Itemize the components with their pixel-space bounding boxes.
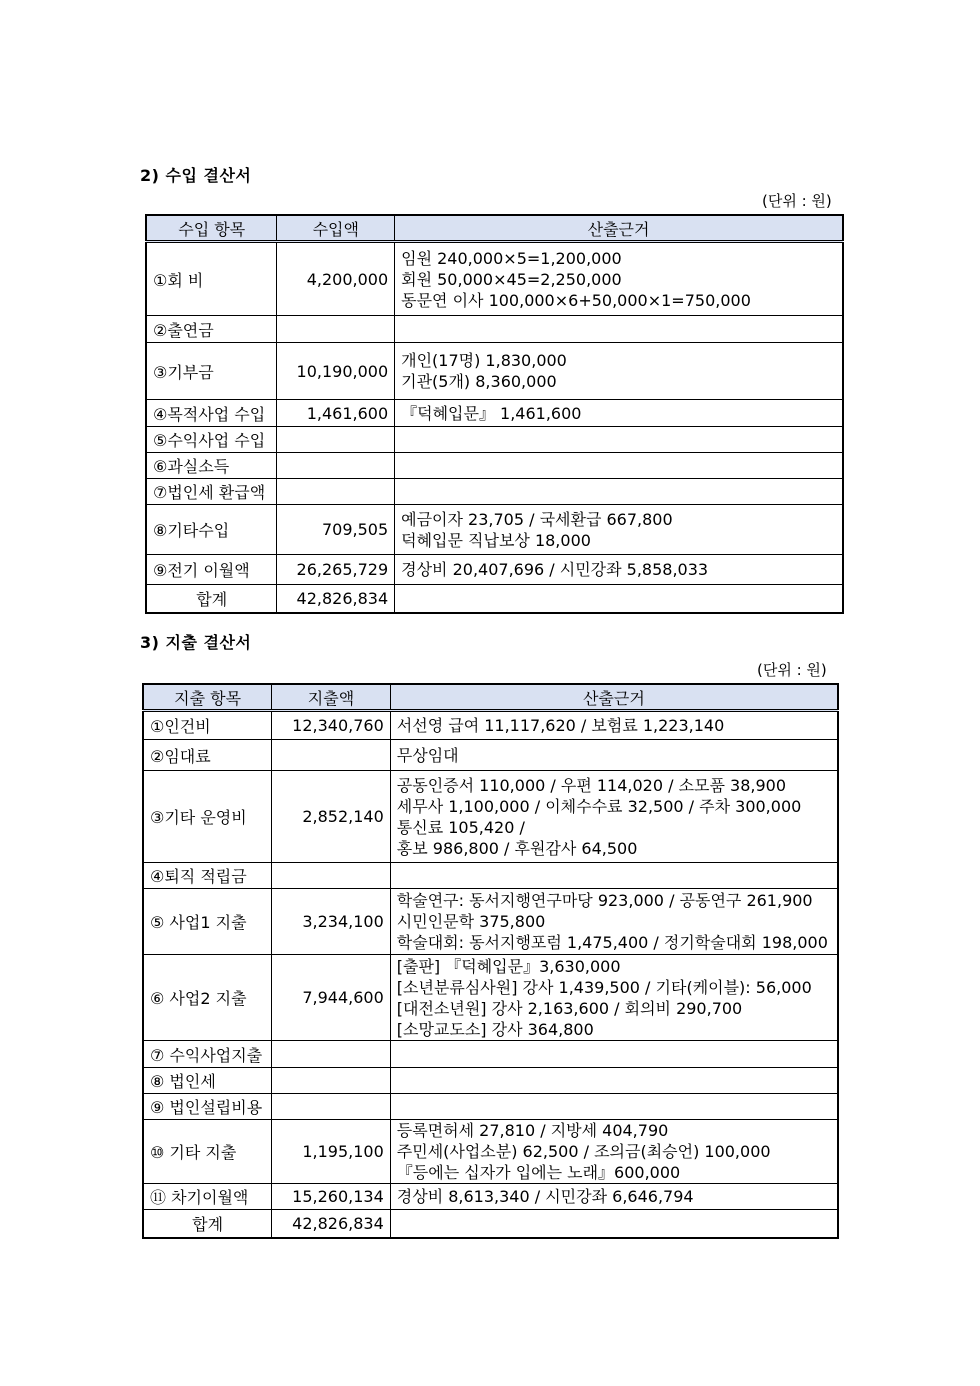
row-item-label: ③기부금 — [146, 343, 277, 400]
header-basis: 산출근거 — [395, 215, 843, 242]
basis-line: 시민인문학 375,800 — [396, 912, 546, 931]
table-row — [143, 740, 838, 771]
row-item-label: ⑨ 법인설립비용 — [143, 1094, 272, 1120]
row-amount: 10,190,000 — [277, 343, 395, 400]
basis-line: [출판] 『덕혜입문』3,630,000 — [396, 956, 621, 976]
basis-line: [소망교도소] 강사 364,800 — [396, 1019, 594, 1039]
income-section-title: 2) 수입 결산서 — [140, 166, 252, 185]
row-amount: 3,234,100 — [272, 889, 391, 955]
table-header-row — [143, 684, 838, 711]
row-amount — [277, 479, 395, 505]
table-row — [143, 1068, 838, 1094]
row-basis — [390, 1068, 838, 1094]
row-basis — [390, 1184, 838, 1210]
basis-line: 동문연 이사 100,000×6+50,000×1=750,000 — [401, 290, 751, 310]
table-row — [143, 1041, 838, 1068]
table-row — [146, 427, 843, 453]
row-item-label: ⑥ 사업2 지출 — [143, 955, 272, 1041]
row-basis — [395, 316, 843, 343]
row-item-label: ⑧ 법인세 — [143, 1068, 272, 1094]
row-basis — [390, 863, 838, 889]
income-unit-label: (단위 : 원) — [762, 192, 832, 210]
row-amount — [272, 1094, 391, 1120]
table-row — [143, 1184, 838, 1210]
basis-line: 공동인증서 110,000 / 우편 114,020 / 소모품 38,900 — [396, 775, 787, 795]
total-row — [146, 585, 843, 613]
total-amount: 42,826,834 — [277, 585, 395, 613]
total-row — [143, 1210, 838, 1238]
basis-line: [소년분류심사원] 강사 1,439,500 / 기타(케이블): 56,000 — [396, 977, 812, 997]
row-basis — [395, 555, 843, 585]
row-basis — [390, 889, 838, 955]
basis-line: 『등에는 십자가 입에는 노래』600,000 — [396, 1163, 681, 1182]
expense-section-title: 3) 지출 결산서 — [140, 633, 252, 652]
row-amount: 1,195,100 — [272, 1120, 391, 1184]
income-statement-table — [145, 214, 844, 614]
basis-line: 개인(17명) 1,830,000 — [401, 351, 567, 370]
header-amount: 수입액 — [277, 215, 395, 242]
basis-line: 덕혜입문 직납보상 18,000 — [401, 530, 591, 550]
row-item-label: ⑤ 사업1 지출 — [143, 889, 272, 955]
total-amount: 42,826,834 — [272, 1210, 391, 1238]
basis-line: 학술연구: 동서지행연구마당 923,000 / 공동연구 261,900 — [396, 891, 813, 910]
basis-line: 주민세(사업소분) 62,500 / 조의금(최승언) 100,000 — [396, 1142, 771, 1161]
basis-line: [대전소년원] 강사 2,163,600 / 회의비 290,700 — [396, 998, 743, 1018]
row-basis — [395, 242, 843, 316]
row-item-label: ②임대료 — [143, 740, 272, 771]
basis-line: 세무사 1,100,000 / 이체수수료 32,500 / 주차 300,000 — [396, 796, 802, 816]
row-item-label: ⑪ 차기이월액 — [143, 1184, 272, 1210]
basis-line: 기관(5개) 8,360,000 — [401, 372, 557, 391]
row-basis — [395, 427, 843, 453]
row-item-label: ④목적사업 수입 — [146, 400, 277, 427]
row-item-label: ⑨전기 이월액 — [146, 555, 277, 585]
table-row — [143, 889, 838, 955]
row-basis — [395, 343, 843, 400]
table-row — [146, 555, 843, 585]
row-amount — [272, 1041, 391, 1068]
table-row — [143, 1094, 838, 1120]
row-basis — [390, 771, 838, 863]
table-row — [146, 242, 843, 316]
basis-line: 예금이자 23,705 / 국세환급 667,800 — [401, 509, 673, 529]
table-row — [146, 453, 843, 479]
row-item-label: ①인건비 — [143, 711, 272, 740]
row-item-label: ⑥과실소득 — [146, 453, 277, 479]
row-amount: 26,265,729 — [277, 555, 395, 585]
row-item-label: ⑧기타수입 — [146, 505, 277, 555]
table-row — [143, 711, 838, 740]
header-amount: 지출액 — [272, 684, 391, 711]
row-amount — [277, 316, 395, 343]
income-table-body — [146, 242, 843, 613]
row-item-label: ⑤수익사업 수입 — [146, 427, 277, 453]
total-label: 합계 — [146, 585, 277, 613]
row-amount — [272, 740, 391, 771]
row-basis — [395, 479, 843, 505]
total-label: 합계 — [143, 1210, 272, 1238]
basis-line: 통신료 105,420 / — [396, 817, 525, 837]
row-basis — [390, 1041, 838, 1068]
total-basis-empty — [390, 1210, 838, 1238]
basis-line: 등록면허세 27,810 / 지방세 404,790 — [396, 1121, 669, 1140]
table-row — [146, 343, 843, 400]
row-basis — [390, 1120, 838, 1184]
header-basis: 산출근거 — [390, 684, 838, 711]
table-header-row — [146, 215, 843, 242]
row-item-label: ⑩ 기타 지출 — [143, 1120, 272, 1184]
row-amount: 1,461,600 — [277, 400, 395, 427]
row-basis — [390, 955, 838, 1041]
basis-line: 무상임대 — [396, 745, 459, 765]
row-amount: 7,944,600 — [272, 955, 391, 1041]
row-amount: 2,852,140 — [272, 771, 391, 863]
row-amount — [277, 427, 395, 453]
row-item-label: ①회 비 — [146, 242, 277, 316]
table-row — [146, 400, 843, 427]
table-row — [143, 955, 838, 1041]
header-item: 수입 항목 — [146, 215, 277, 242]
row-amount — [272, 1068, 391, 1094]
row-item-label: ⑦ 수익사업지출 — [143, 1041, 272, 1068]
expense-unit-label: (단위 : 원) — [757, 661, 827, 679]
table-row — [143, 771, 838, 863]
row-amount: 12,340,760 — [272, 711, 391, 740]
basis-line: 홍보 986,800 / 후원감사 64,500 — [396, 838, 638, 858]
row-amount: 4,200,000 — [277, 242, 395, 316]
row-item-label: ④퇴직 적립금 — [143, 863, 272, 889]
row-amount: 15,260,134 — [272, 1184, 391, 1210]
row-basis — [395, 453, 843, 479]
basis-line: 『덕혜입문』 1,461,600 — [401, 403, 582, 423]
expense-table-body — [143, 711, 838, 1238]
row-amount — [272, 863, 391, 889]
row-basis — [390, 1094, 838, 1120]
row-item-label: ⑦법인세 환급액 — [146, 479, 277, 505]
basis-line: 서선영 급여 11,117,620 / 보험료 1,223,140 — [396, 716, 725, 735]
row-amount: 709,505 — [277, 505, 395, 555]
basis-line: 경상비 8,613,340 / 시민강좌 6,646,794 — [396, 1187, 694, 1206]
row-basis — [395, 505, 843, 555]
table-row — [146, 316, 843, 343]
basis-line: 학술대회: 동서지행포럼 1,475,400 / 정기학술대회 198,000 — [396, 933, 828, 952]
total-basis-empty — [395, 585, 843, 613]
row-basis — [390, 740, 838, 771]
row-item-label: ②출연금 — [146, 316, 277, 343]
basis-line: 경상비 20,407,696 / 시민강좌 5,858,033 — [401, 560, 709, 579]
basis-line: 임원 240,000×5=1,200,000 — [401, 248, 622, 268]
row-basis — [395, 400, 843, 427]
table-row — [143, 863, 838, 889]
table-row — [146, 479, 843, 505]
row-amount — [277, 453, 395, 479]
expense-statement-table — [142, 683, 839, 1239]
table-row — [143, 1120, 838, 1184]
basis-line: 회원 50,000×45=2,250,000 — [401, 269, 622, 289]
header-item: 지출 항목 — [143, 684, 272, 711]
row-item-label: ③기타 운영비 — [143, 771, 272, 863]
row-basis — [390, 711, 838, 740]
table-row — [146, 505, 843, 555]
